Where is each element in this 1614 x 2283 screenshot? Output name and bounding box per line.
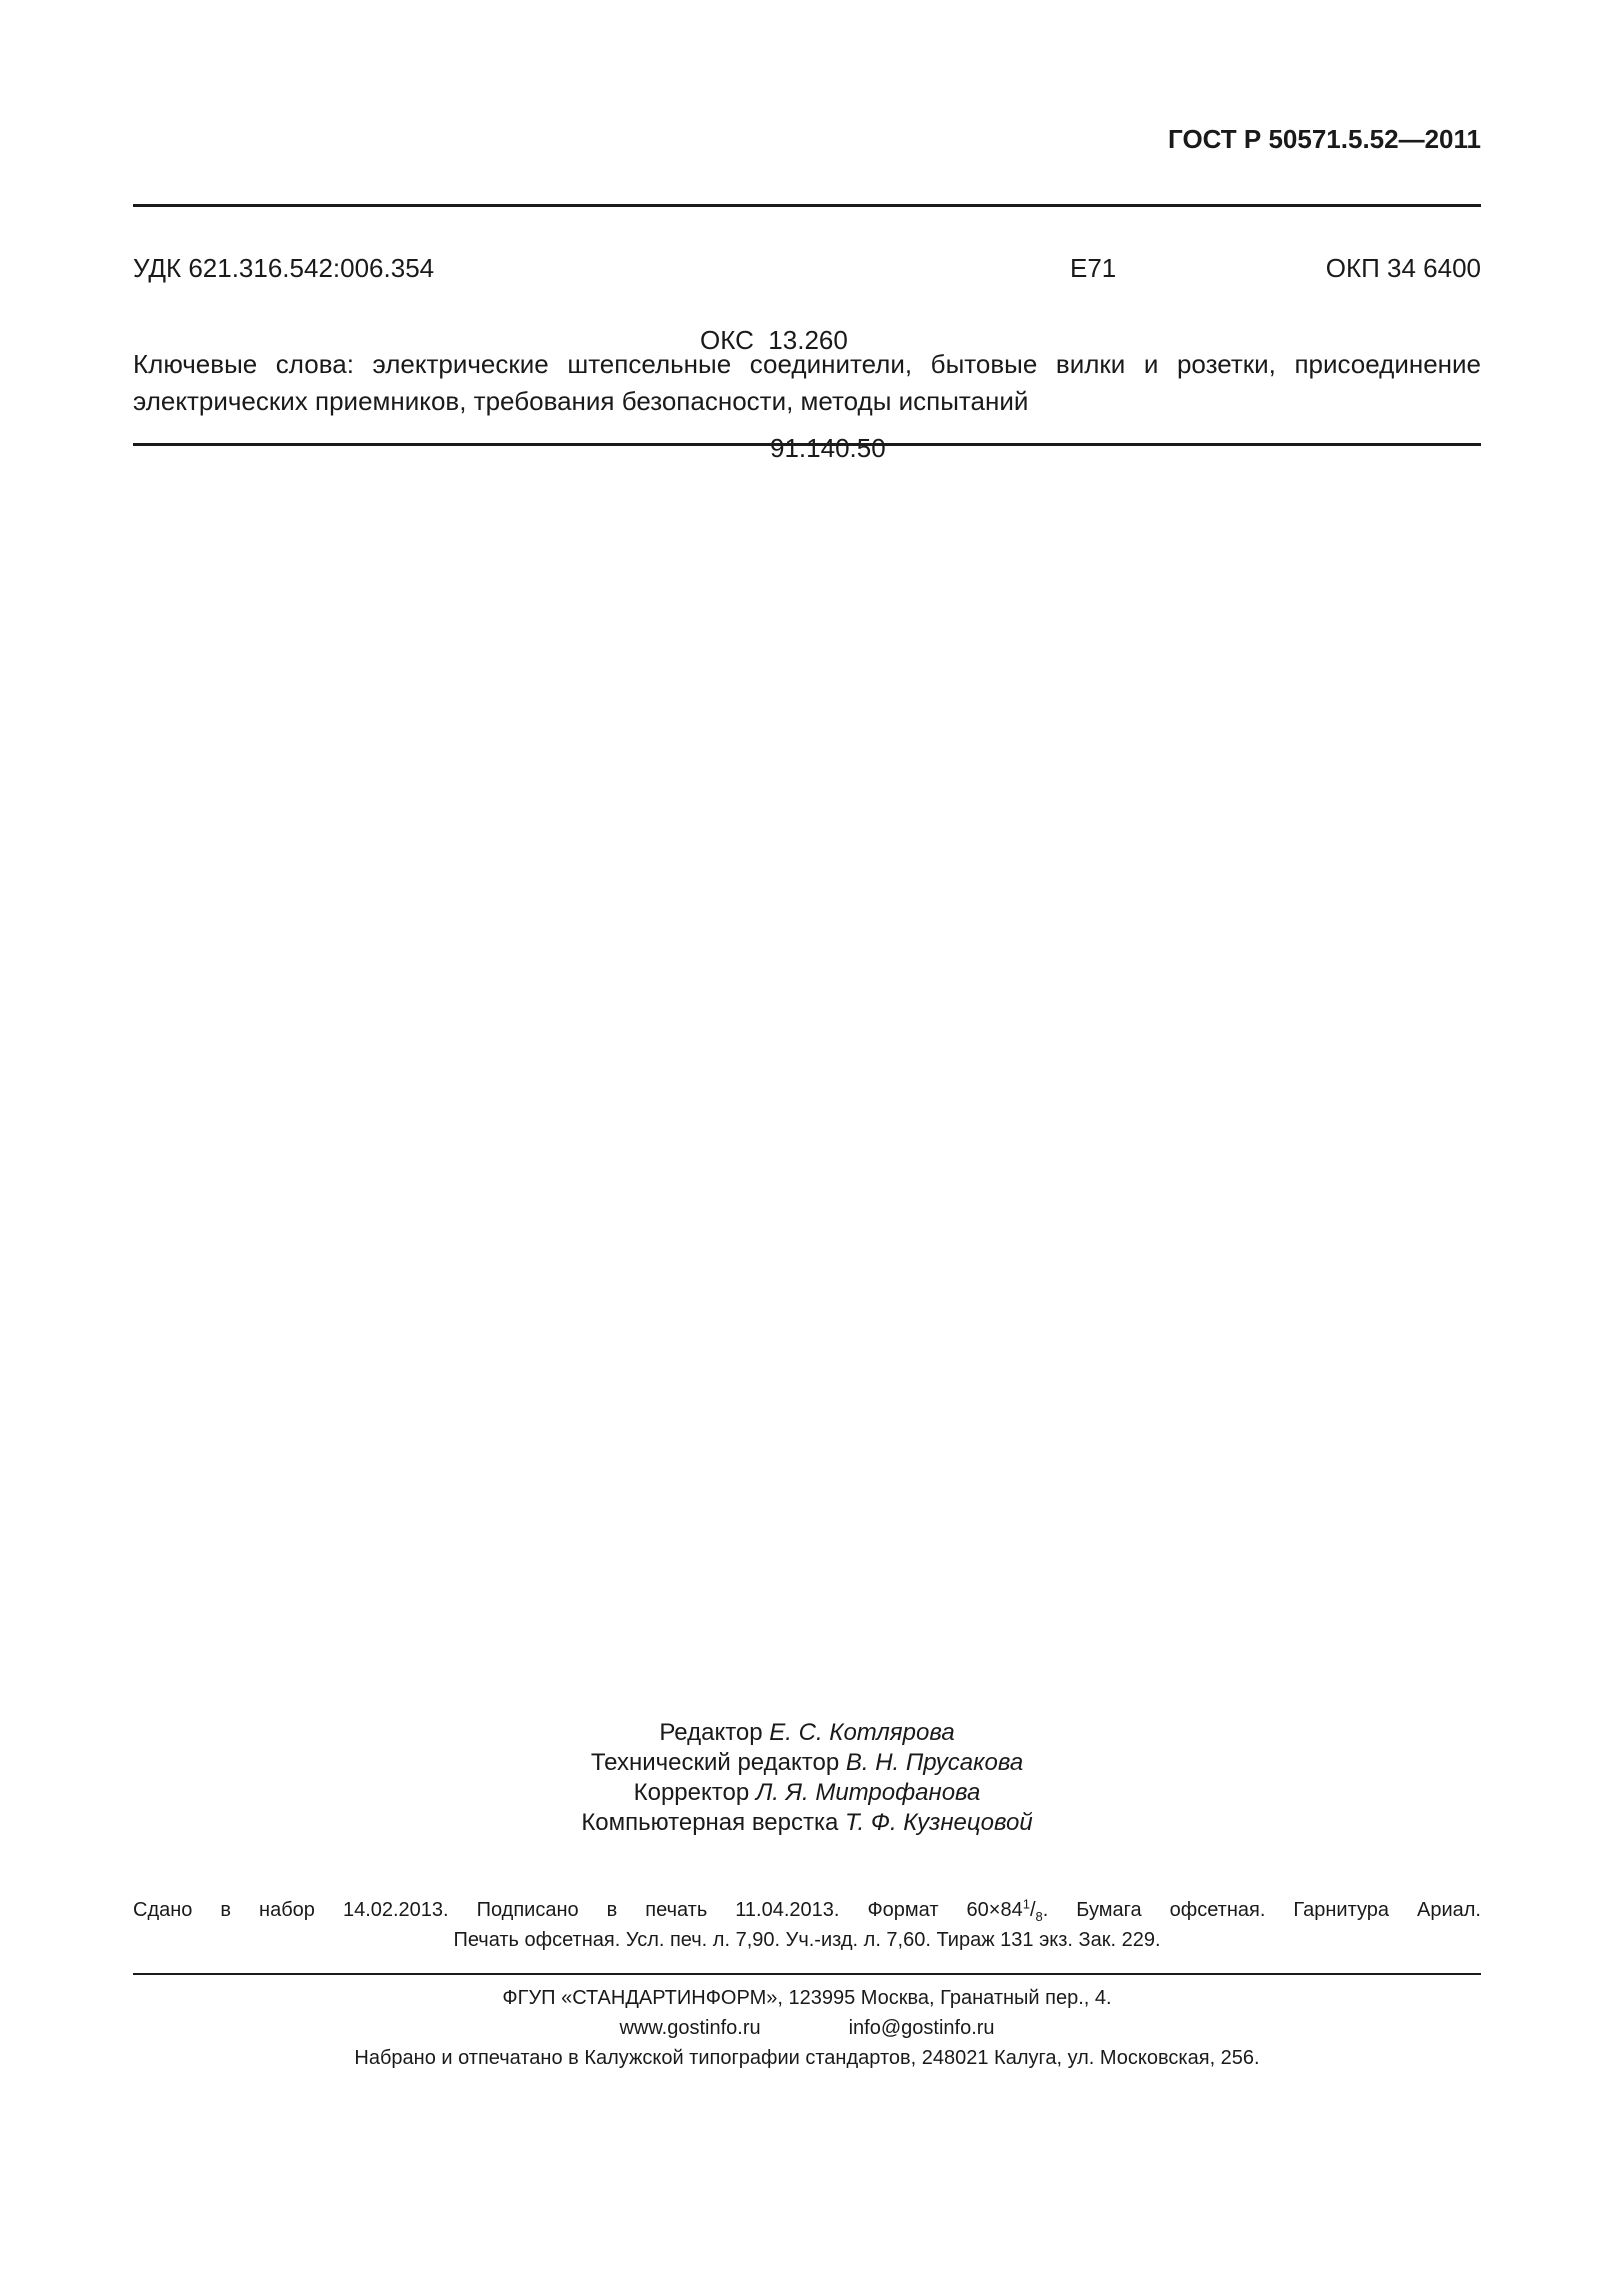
credit-layout xyxy=(0,1808,1614,1838)
group-code: Е71 xyxy=(1070,253,1117,283)
publisher-contacts xyxy=(0,2013,1614,2043)
credit-editor xyxy=(0,1718,1614,1748)
imprint-line-1 xyxy=(133,1895,1481,1925)
keywords: Ключевые слова: электрические штепсельные соединители, бытовые вилки и розетки, присоединение электрических приемников, требования безопасности, методы испытаний xyxy=(133,349,1481,416)
credit-person: Л. Я. Митрофанова xyxy=(755,1779,981,1806)
standard-code: ГОСТ Р 50571.5.52—2011 xyxy=(1168,124,1481,154)
email-link[interactable]: info@gostinfo.ru xyxy=(848,2017,995,2039)
printing-house: Набрано и отпечатано в Калужской типографии стандартов, 248021 Калуга, ул. Московская, 256. xyxy=(354,2047,1260,2069)
udk-code: УДК 621.316.542:006.354 xyxy=(133,253,435,283)
publisher-block xyxy=(0,1983,1614,2073)
credit-person: Е. С. Котлярова xyxy=(769,1719,955,1746)
imprint-block xyxy=(133,1895,1481,1955)
credit-role: Корректор xyxy=(633,1779,750,1806)
format-numerator: 1 xyxy=(1022,1896,1030,1912)
top-rule xyxy=(133,204,1481,207)
imprint-rule xyxy=(133,1973,1481,1975)
credits-block xyxy=(0,1718,1614,1838)
credit-role: Редактор xyxy=(659,1719,763,1746)
imprint-text: . Бумага офсетная. Гарнитура Ариал. xyxy=(1042,1899,1481,1921)
credit-person: В. Н. Прусакова xyxy=(845,1749,1024,1776)
credit-role: Технический редактор xyxy=(590,1749,840,1776)
credit-role: Компьютерная верстка xyxy=(581,1809,839,1836)
format-slash: / xyxy=(1029,1899,1036,1921)
format-denominator: 8 xyxy=(1035,1909,1043,1924)
credit-tech-editor xyxy=(0,1748,1614,1778)
website-link[interactable]: www.gostinfo.ru xyxy=(619,2017,761,2039)
publisher-address: ФГУП «СТАНДАРТИНФОРМ», 123995 Москва, Гранатный пер., 4. xyxy=(502,1987,1112,2009)
imprint-text: Сдано в набор 14.02.2013. Подписано в печать 11.04.2013. Формат 60×84 xyxy=(133,1899,1023,1921)
oks-line-1: ОКС 13.260 xyxy=(700,325,848,355)
credit-proofreader xyxy=(0,1778,1614,1808)
imprint-line-2: Печать офсетная. Усл. печ. л. 7,90. Уч.-изд. л. 7,60. Тираж 131 экз. Зак. 229. xyxy=(453,1929,1161,1951)
oks-line-2: 91.140.50 xyxy=(770,433,886,463)
keywords-rule xyxy=(133,443,1481,446)
okp-code: ОКП 34 6400 xyxy=(1325,253,1481,283)
credit-person: Т. Ф. Кузнецовой xyxy=(845,1809,1033,1836)
